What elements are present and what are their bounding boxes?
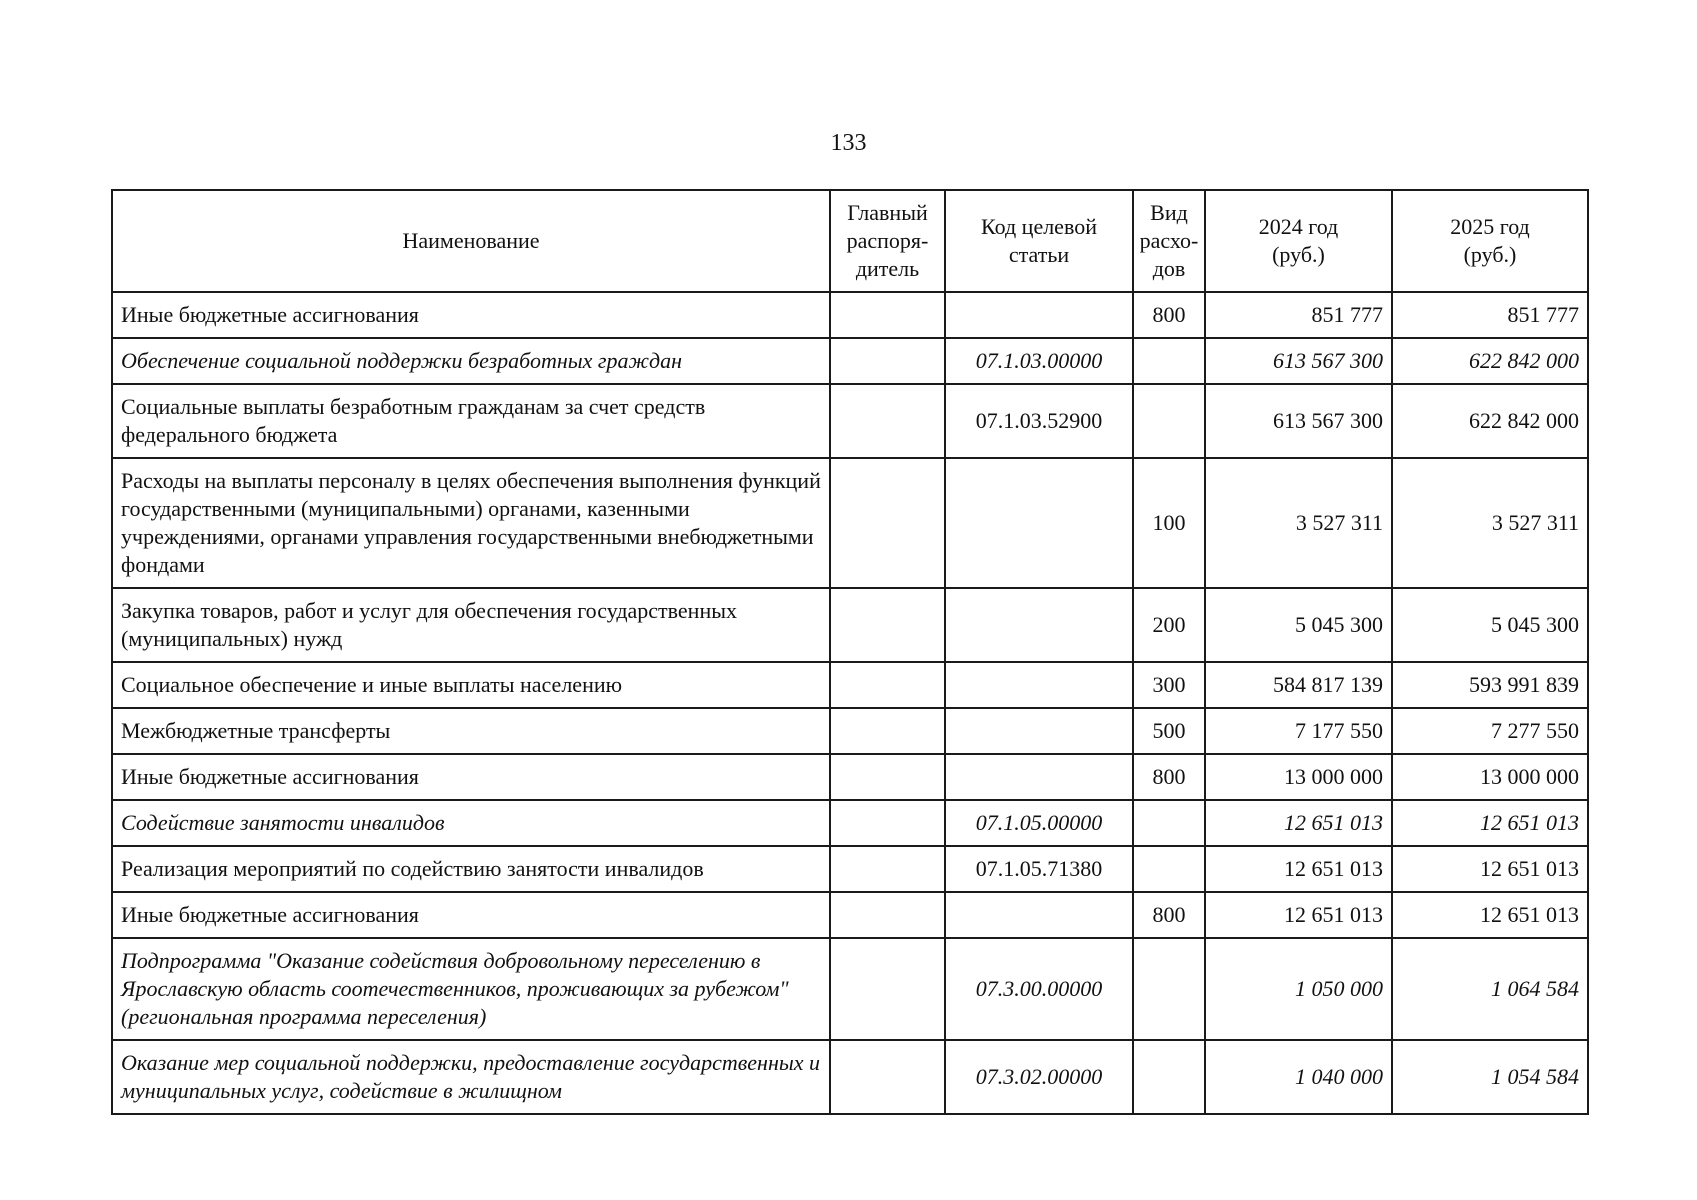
row-2024: 613 567 300	[1205, 384, 1392, 458]
table-row	[112, 384, 1588, 458]
row-code: 07.3.02.00000	[945, 1040, 1133, 1114]
row-2025: 851 777	[1392, 292, 1588, 338]
row-code	[945, 754, 1133, 800]
row-admin	[830, 338, 945, 384]
header-code: Код целевой статьи	[945, 190, 1133, 292]
row-name: Подпрограмма "Оказание содействия добровольному переселению в Ярославскую область соотечественников, проживающих за рубежом" (региональная программа переселения)	[112, 938, 830, 1040]
row-2025: 3 527 311	[1392, 458, 1588, 588]
table-header-row	[112, 190, 1588, 292]
row-admin	[830, 458, 945, 588]
row-name: Закупка товаров, работ и услуг для обеспечения государственных (муниципальных) нужд	[112, 588, 830, 662]
table-row	[112, 292, 1588, 338]
table-row	[112, 458, 1588, 588]
row-2024: 851 777	[1205, 292, 1392, 338]
row-2024: 3 527 311	[1205, 458, 1392, 588]
row-type	[1133, 338, 1205, 384]
row-2024: 7 177 550	[1205, 708, 1392, 754]
header-admin: Главный распоря-дитель	[830, 190, 945, 292]
row-name: Иные бюджетные ассигнования	[112, 292, 830, 338]
row-code: 07.1.05.00000	[945, 800, 1133, 846]
row-type	[1133, 1040, 1205, 1114]
row-code: 07.3.00.00000	[945, 938, 1133, 1040]
row-code: 07.1.03.00000	[945, 338, 1133, 384]
row-admin	[830, 662, 945, 708]
row-2024: 1 050 000	[1205, 938, 1392, 1040]
row-name: Иные бюджетные ассигнования	[112, 892, 830, 938]
row-admin	[830, 800, 945, 846]
row-type	[1133, 846, 1205, 892]
row-2024: 12 651 013	[1205, 892, 1392, 938]
row-name: Социальные выплаты безработным гражданам за счет средств федерального бюджета	[112, 384, 830, 458]
row-code: 07.1.05.71380	[945, 846, 1133, 892]
row-type: 100	[1133, 458, 1205, 588]
row-admin	[830, 754, 945, 800]
table-row	[112, 754, 1588, 800]
row-2025: 1 064 584	[1392, 938, 1588, 1040]
table-row	[112, 800, 1588, 846]
row-code	[945, 292, 1133, 338]
row-code	[945, 588, 1133, 662]
row-2024: 12 651 013	[1205, 800, 1392, 846]
row-admin	[830, 384, 945, 458]
row-admin	[830, 892, 945, 938]
row-code	[945, 892, 1133, 938]
row-type: 300	[1133, 662, 1205, 708]
row-code	[945, 662, 1133, 708]
row-admin	[830, 1040, 945, 1114]
table-row	[112, 938, 1588, 1040]
table-row	[112, 708, 1588, 754]
row-2025: 1 054 584	[1392, 1040, 1588, 1114]
row-admin	[830, 588, 945, 662]
row-admin	[830, 938, 945, 1040]
table-row	[112, 588, 1588, 662]
row-name: Оказание мер социальной поддержки, предоставление государственных и муниципальных услуг, содействие в жилищном	[112, 1040, 830, 1114]
table-row	[112, 892, 1588, 938]
row-2024: 5 045 300	[1205, 588, 1392, 662]
table-row	[112, 1040, 1588, 1114]
header-2025: 2025 год (руб.)	[1392, 190, 1588, 292]
header-name: Наименование	[112, 190, 830, 292]
row-type: 800	[1133, 754, 1205, 800]
row-2025: 5 045 300	[1392, 588, 1588, 662]
row-2025: 622 842 000	[1392, 338, 1588, 384]
row-2024: 12 651 013	[1205, 846, 1392, 892]
row-name: Социальное обеспечение и иные выплаты населению	[112, 662, 830, 708]
header-2024: 2024 год (руб.)	[1205, 190, 1392, 292]
budget-table	[111, 189, 1589, 1115]
row-code	[945, 458, 1133, 588]
row-2024: 613 567 300	[1205, 338, 1392, 384]
row-name: Иные бюджетные ассигнования	[112, 754, 830, 800]
row-2025: 12 651 013	[1392, 800, 1588, 846]
row-name: Содействие занятости инвалидов	[112, 800, 830, 846]
row-type: 200	[1133, 588, 1205, 662]
header-type: Вид расхо-дов	[1133, 190, 1205, 292]
row-2024: 13 000 000	[1205, 754, 1392, 800]
row-type: 800	[1133, 292, 1205, 338]
row-2025: 12 651 013	[1392, 892, 1588, 938]
row-name: Обеспечение социальной поддержки безработных граждан	[112, 338, 830, 384]
table-row	[112, 338, 1588, 384]
row-name: Расходы на выплаты персоналу в целях обеспечения выполнения функций государственными (муниципальными) органами, казенными учреждениями, органами управления государственными внебюджетными фондами	[112, 458, 830, 588]
row-2024: 1 040 000	[1205, 1040, 1392, 1114]
row-admin	[830, 292, 945, 338]
row-type	[1133, 938, 1205, 1040]
row-admin	[830, 846, 945, 892]
row-admin	[830, 708, 945, 754]
row-2025: 622 842 000	[1392, 384, 1588, 458]
row-2025: 12 651 013	[1392, 846, 1588, 892]
row-type: 800	[1133, 892, 1205, 938]
row-2025: 13 000 000	[1392, 754, 1588, 800]
row-code	[945, 708, 1133, 754]
row-type: 500	[1133, 708, 1205, 754]
row-2025: 593 991 839	[1392, 662, 1588, 708]
page-number: 133	[830, 130, 867, 156]
row-name: Межбюджетные трансферты	[112, 708, 830, 754]
table-row	[112, 662, 1588, 708]
row-2024: 584 817 139	[1205, 662, 1392, 708]
row-2025: 7 277 550	[1392, 708, 1588, 754]
row-type	[1133, 384, 1205, 458]
table-row	[112, 846, 1588, 892]
row-name: Реализация мероприятий по содействию занятости инвалидов	[112, 846, 830, 892]
row-code: 07.1.03.52900	[945, 384, 1133, 458]
row-type	[1133, 800, 1205, 846]
